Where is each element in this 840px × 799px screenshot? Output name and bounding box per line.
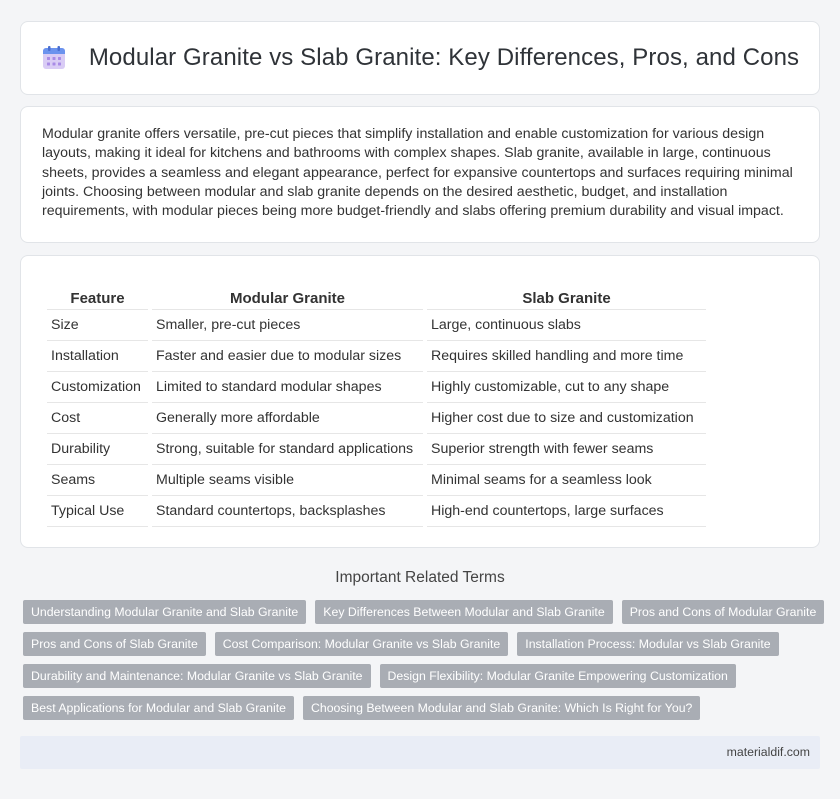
intro-paragraph: Modular granite offers versatile, pre-cut pieces that simplify installation and enable customization for various design layouts, making it ideal for kitchens and bathrooms with complex shapes. Slab granite, available in large, continuous sheets, provides a seamless and elegant appearance, perfect for expansive countertops and surfaces requiring minimal joints. Choosing between modular and slab granite depends on the desired aesthetic, budget, and installation requirements, with modular pieces being more budget-friendly and slabs offering premium durability and visual impact. xyxy=(42,126,793,220)
related-term-link[interactable]: Pros and Cons of Slab Granite xyxy=(23,632,206,656)
table-cell: Requires skilled handling and more time xyxy=(427,341,706,372)
tag-row xyxy=(23,696,823,720)
related-term-link[interactable]: Understanding Modular Granite and Slab Granite xyxy=(23,600,306,624)
table-cell: Durability xyxy=(47,434,148,465)
table-row xyxy=(47,434,706,465)
related-term-link[interactable]: Best Applications for Modular and Slab Granite xyxy=(23,696,294,720)
table-cell: Higher cost due to size and customization xyxy=(427,403,706,434)
table-row xyxy=(47,496,706,527)
table-cell: Large, continuous slabs xyxy=(427,310,706,341)
table-cell: Customization xyxy=(47,372,148,403)
table-header-row xyxy=(47,286,706,310)
table-row xyxy=(47,341,706,372)
table-cell: Cost xyxy=(47,403,148,434)
table-cell: Typical Use xyxy=(47,496,148,527)
related-terms-heading: Important Related Terms xyxy=(335,569,505,586)
table-cell: Highly customizable, cut to any shape xyxy=(427,372,706,403)
calendar-icon xyxy=(41,45,67,71)
related-term-link[interactable]: Design Flexibility: Modular Granite Empowering Customization xyxy=(380,664,736,688)
tag-row xyxy=(23,600,823,624)
table-cell: Size xyxy=(47,310,148,341)
column-header: Modular Granite xyxy=(152,286,423,310)
table-cell: High-end countertops, large surfaces xyxy=(427,496,706,527)
related-terms-list xyxy=(23,600,823,728)
column-header: Slab Granite xyxy=(427,286,706,310)
column-header: Feature xyxy=(47,286,148,310)
table-cell: Generally more affordable xyxy=(152,403,423,434)
table-row xyxy=(47,465,706,496)
page-title: Modular Granite vs Slab Granite: Key Differences, Pros, and Cons xyxy=(88,44,800,71)
table-cell: Superior strength with fewer seams xyxy=(427,434,706,465)
table-cell: Faster and easier due to modular sizes xyxy=(152,341,423,372)
table-cell: Strong, suitable for standard applications xyxy=(152,434,423,465)
table-cell: Limited to standard modular shapes xyxy=(152,372,423,403)
footer xyxy=(20,736,820,769)
related-term-link[interactable]: Durability and Maintenance: Modular Granite vs Slab Granite xyxy=(23,664,371,688)
table-cell: Seams xyxy=(47,465,148,496)
related-term-link[interactable]: Pros and Cons of Modular Granite xyxy=(622,600,825,624)
header-card xyxy=(20,21,820,95)
related-term-link[interactable]: Cost Comparison: Modular Granite vs Slab Granite xyxy=(215,632,508,656)
table-cell: Standard countertops, backsplashes xyxy=(152,496,423,527)
tag-row xyxy=(23,664,823,688)
tag-row xyxy=(23,632,823,656)
related-term-link[interactable]: Choosing Between Modular and Slab Granite: Which Is Right for You? xyxy=(303,696,700,720)
comparison-table xyxy=(43,286,710,527)
table-cell: Installation xyxy=(47,341,148,372)
intro-card xyxy=(20,106,820,243)
related-term-link[interactable]: Key Differences Between Modular and Slab Granite xyxy=(315,600,612,624)
related-term-link[interactable]: Installation Process: Modular vs Slab Granite xyxy=(517,632,778,656)
table-row xyxy=(47,310,706,341)
table-row xyxy=(47,372,706,403)
table-row xyxy=(47,403,706,434)
table-cell: Smaller, pre-cut pieces xyxy=(152,310,423,341)
table-cell: Multiple seams visible xyxy=(152,465,423,496)
table-cell: Minimal seams for a seamless look xyxy=(427,465,706,496)
comparison-table-card xyxy=(20,255,820,548)
footer-site-name[interactable]: materialdif.com xyxy=(726,745,810,759)
